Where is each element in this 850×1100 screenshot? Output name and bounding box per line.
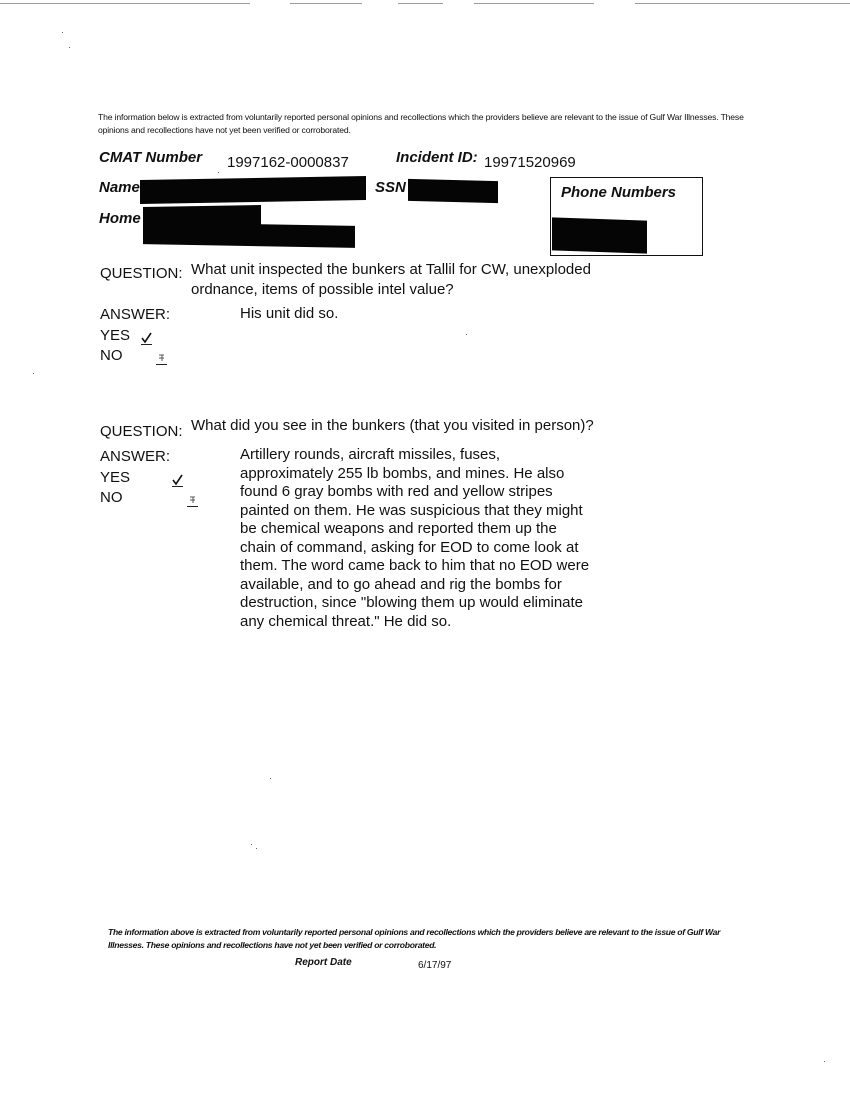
ssn-label: SSN <box>375 179 406 196</box>
ssn-redaction <box>408 179 498 203</box>
report-date-label: Report Date <box>295 957 352 968</box>
yes-label: YES <box>100 469 131 486</box>
scan-line <box>290 3 362 4</box>
no-label: NO <box>100 489 123 506</box>
check-icon <box>172 474 183 486</box>
yes-checkbox <box>141 332 152 344</box>
scan-speck <box>466 334 467 335</box>
yes-label: YES <box>100 327 131 344</box>
scan-speck <box>62 32 63 33</box>
no-checkbox <box>156 352 167 364</box>
answer-label: ANSWER: <box>100 448 171 465</box>
question-text: What did you see in the bunkers (that you visited in person)? <box>191 417 594 434</box>
report-date-value: 6/17/97 <box>418 960 452 971</box>
disclaimer-bottom: The information above is extracted from voluntarily reported personal opinions and recollections which the providers believe are relevant to the issue of Gulf War Illnesses. These opinions and recollections have not yet been verified or corroborated. <box>108 927 721 950</box>
answer-text: His unit did so. <box>240 305 339 322</box>
scan-speck <box>251 844 252 845</box>
scan-line <box>398 3 443 4</box>
unchecked-mark-icon <box>156 352 167 364</box>
home-redaction-bottom <box>143 222 355 248</box>
scan-line <box>635 3 850 4</box>
yes-checkbox <box>172 474 183 486</box>
disclaimer-top: The information below is extracted from voluntarily reported personal opinions and recollections which the providers believe are relevant to the issue of Gulf War Illnesses. These opinions and recollections have not yet been verified or corroborated. <box>98 112 744 135</box>
question-text: What unit inspected the bunkers at Tallil for CW, unexploded ordnance, items of possible intel value? <box>191 261 591 298</box>
scan-speck <box>33 373 34 374</box>
name-label: Name <box>99 179 140 196</box>
no-label: NO <box>100 347 123 364</box>
unchecked-mark-icon <box>187 494 198 506</box>
scan-line <box>0 3 250 4</box>
cmat-number-label: CMAT Number <box>99 149 203 166</box>
scan-speck <box>69 47 70 48</box>
scan-speck <box>270 778 271 779</box>
phone-numbers-label: Phone Numbers <box>561 184 677 201</box>
answer-label: ANSWER: <box>100 306 171 323</box>
home-label: Home <box>99 210 141 227</box>
scan-speck <box>218 172 219 173</box>
no-checkbox <box>187 494 198 506</box>
cmat-number-value: 1997162-0000837 <box>227 154 349 171</box>
scan-speck <box>824 1061 825 1062</box>
incident-id-value: 19971520969 <box>484 154 576 171</box>
scan-speck <box>256 848 257 849</box>
incident-id-label: Incident ID: <box>396 149 478 166</box>
check-icon <box>141 332 152 344</box>
question-label: QUESTION: <box>100 265 183 282</box>
scan-line <box>474 3 594 4</box>
answer-text: Artillery rounds, aircraft missiles, fuses, approximately 255 lb bombs, and mines. He also found 6 gray bombs with red and yellow stripes painted on them. He was suspicious that they might be chemical weapons and reported them up the chain of command, asking for EOD to come look at them. The word came back to him that no EOD were available, and to go ahead and rig the bombs for destruction, since "blowing them up would eliminate any chemical threat." He did so. <box>240 446 590 630</box>
phone-redaction <box>552 217 647 253</box>
question-label: QUESTION: <box>100 423 183 440</box>
name-redaction <box>140 176 366 204</box>
